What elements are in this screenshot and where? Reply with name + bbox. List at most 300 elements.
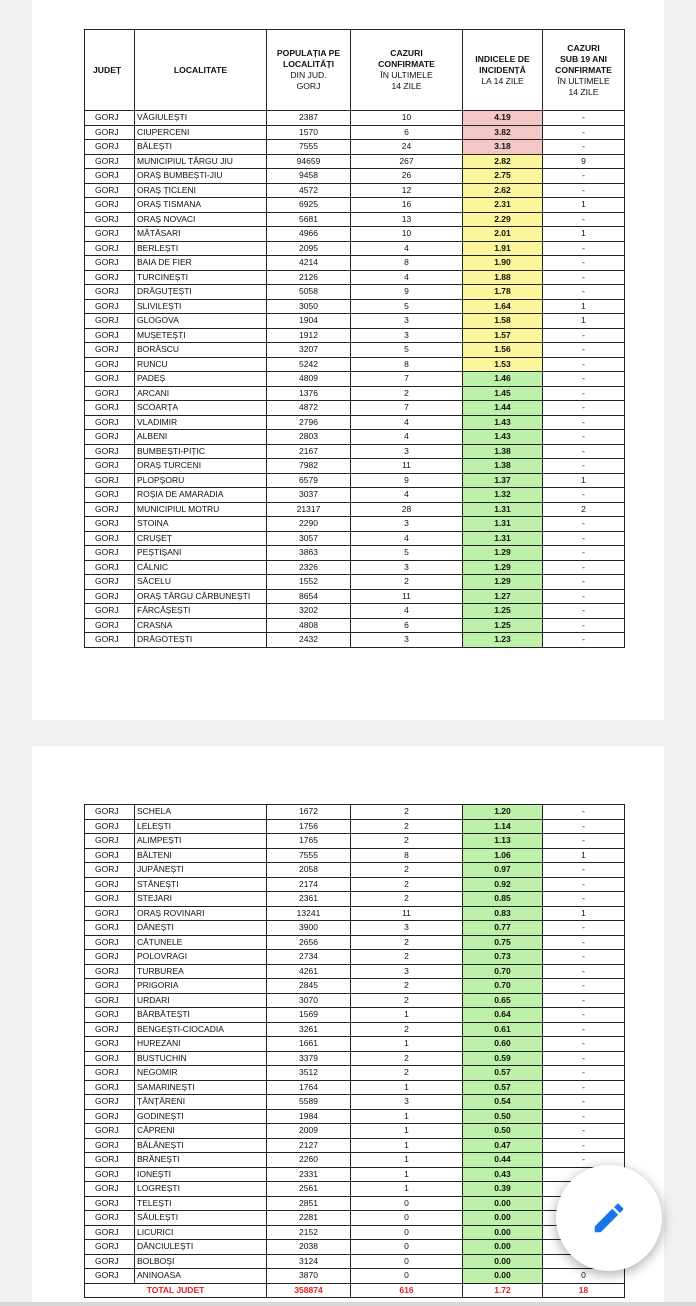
cell-cazuri: 4 [351, 531, 463, 546]
cell-incidenta: 0.39 [463, 1182, 543, 1197]
table-row [85, 618, 625, 633]
cell-populatie: 3202 [267, 604, 351, 619]
table-row [85, 877, 625, 892]
table-row [85, 1211, 625, 1226]
cell-incidenta: 1.31 [463, 517, 543, 532]
cell-cazuri: 3 [351, 444, 463, 459]
cell-localitate: BAIA DE FIER [135, 256, 267, 271]
cell-populatie: 1672 [267, 805, 351, 820]
cell-populatie: 2290 [267, 517, 351, 532]
cell-judet: GORJ [85, 212, 135, 227]
cell-incidenta: 0.57 [463, 1080, 543, 1095]
cell-incidenta: 0.54 [463, 1095, 543, 1110]
cell-cazuri: 11 [351, 589, 463, 604]
cell-judet: GORJ [85, 1080, 135, 1095]
cell-localitate: BĂRBĂTEȘTI [135, 1008, 267, 1023]
cell-localitate: PRIGORIA [135, 979, 267, 994]
cell-sub19: 1 [543, 198, 625, 213]
cell-cazuri: 3 [351, 560, 463, 575]
cell-populatie: 3037 [267, 488, 351, 503]
cell-incidenta: 0.65 [463, 993, 543, 1008]
cell-incidenta: 0.92 [463, 877, 543, 892]
total-label: TOTAL JUDET [85, 1283, 267, 1297]
cell-judet: GORJ [85, 517, 135, 532]
cell-incidenta: 1.90 [463, 256, 543, 271]
pencil-edit-icon [590, 1199, 628, 1237]
cell-sub19: - [543, 1138, 625, 1153]
cell-populatie: 3057 [267, 531, 351, 546]
cell-sub19: - [543, 488, 625, 503]
cell-populatie: 3207 [267, 343, 351, 358]
cell-incidenta: 3.18 [463, 140, 543, 155]
table-row [85, 502, 625, 517]
cell-populatie: 1904 [267, 314, 351, 329]
cell-populatie: 3863 [267, 546, 351, 561]
cell-incidenta: 2.82 [463, 154, 543, 169]
table-row [85, 1196, 625, 1211]
cell-judet: GORJ [85, 993, 135, 1008]
table-row [85, 1109, 625, 1124]
table-row [85, 1269, 625, 1284]
cell-cazuri: 1 [351, 1037, 463, 1052]
cell-cazuri: 13 [351, 212, 463, 227]
table-row [85, 1225, 625, 1240]
cell-judet: GORJ [85, 183, 135, 198]
cell-localitate: ALIMPEȘTI [135, 834, 267, 849]
cell-cazuri: 3 [351, 314, 463, 329]
cell-incidenta: 4.19 [463, 111, 543, 126]
cell-sub19: - [543, 386, 625, 401]
cell-populatie: 2656 [267, 935, 351, 950]
cell-judet: GORJ [85, 935, 135, 950]
cell-populatie: 2803 [267, 430, 351, 445]
cell-incidenta: 0.00 [463, 1196, 543, 1211]
cell-populatie: 2326 [267, 560, 351, 575]
cell-judet: GORJ [85, 270, 135, 285]
cell-localitate: CĂLNIC [135, 560, 267, 575]
cell-localitate: ORAȘ TÂRGU CĂRBUNEȘTI [135, 589, 267, 604]
table-row [85, 125, 625, 140]
table-row [85, 1124, 625, 1139]
table-row [85, 1037, 625, 1052]
cell-sub19: - [543, 877, 625, 892]
cell-localitate: NEGOMIR [135, 1066, 267, 1081]
table-row [85, 285, 625, 300]
cell-incidenta: 1.56 [463, 343, 543, 358]
cell-cazuri: 5 [351, 343, 463, 358]
cell-sub19: - [543, 212, 625, 227]
cell-incidenta: 1.58 [463, 314, 543, 329]
cell-cazuri: 4 [351, 430, 463, 445]
cell-sub19: - [543, 1066, 625, 1081]
cell-sub19: - [543, 430, 625, 445]
cell-sub19: 1 [543, 848, 625, 863]
cell-judet: GORJ [85, 357, 135, 372]
cell-incidenta: 0.00 [463, 1211, 543, 1226]
cell-localitate: ȚÂNȚĂRENI [135, 1095, 267, 1110]
cell-judet: GORJ [85, 372, 135, 387]
cell-cazuri: 4 [351, 415, 463, 430]
cell-localitate: POLOVRAGI [135, 950, 267, 965]
cell-populatie: 5058 [267, 285, 351, 300]
cell-populatie: 5242 [267, 357, 351, 372]
cell-cazuri: 1 [351, 1182, 463, 1197]
table-row [85, 314, 625, 329]
cell-sub19: - [543, 805, 625, 820]
cell-cazuri: 5 [351, 546, 463, 561]
cell-sub19: - [543, 863, 625, 878]
header-populatia: POPULAȚIA PE LOCALITĂȚI DIN JUD. GORJ [267, 30, 351, 111]
cell-judet: GORJ [85, 546, 135, 561]
cell-sub19: - [543, 935, 625, 950]
table-row [85, 805, 625, 820]
cell-populatie: 2152 [267, 1225, 351, 1240]
cell-sub19: - [543, 256, 625, 271]
cell-sub19: 1 [543, 906, 625, 921]
cell-judet: GORJ [85, 863, 135, 878]
cell-localitate: CRUȘEȚ [135, 531, 267, 546]
cell-sub19: - [543, 921, 625, 936]
cell-localitate: ALBENI [135, 430, 267, 445]
cell-localitate: STEJARI [135, 892, 267, 907]
cell-incidenta: 1.27 [463, 589, 543, 604]
table-row [85, 848, 625, 863]
cell-incidenta: 1.13 [463, 834, 543, 849]
cell-sub19: - [543, 328, 625, 343]
cell-incidenta: 1.46 [463, 372, 543, 387]
cell-populatie: 3124 [267, 1254, 351, 1269]
cell-sub19: - [543, 357, 625, 372]
cell-judet: GORJ [85, 140, 135, 155]
cell-judet: GORJ [85, 169, 135, 184]
cell-populatie: 3261 [267, 1022, 351, 1037]
cell-populatie: 2851 [267, 1196, 351, 1211]
cell-sub19: - [543, 169, 625, 184]
cell-localitate: HUREZANI [135, 1037, 267, 1052]
table-row [85, 256, 625, 271]
cell-cazuri: 1 [351, 1080, 463, 1095]
cell-cazuri: 2 [351, 950, 463, 965]
table-row [85, 212, 625, 227]
cell-localitate: ARCANI [135, 386, 267, 401]
cell-populatie: 1984 [267, 1109, 351, 1124]
cell-incidenta: 1.45 [463, 386, 543, 401]
cell-judet: GORJ [85, 299, 135, 314]
cell-sub19: - [543, 993, 625, 1008]
cell-populatie: 1552 [267, 575, 351, 590]
incidence-table-page-1 [84, 29, 625, 648]
table-row [85, 169, 625, 184]
cell-populatie: 2387 [267, 111, 351, 126]
table-row [85, 183, 625, 198]
cell-judet: GORJ [85, 401, 135, 416]
cell-localitate: BOLBOȘI [135, 1254, 267, 1269]
cell-populatie: 4261 [267, 964, 351, 979]
cell-localitate: PLOPȘORU [135, 473, 267, 488]
cell-cazuri: 2 [351, 575, 463, 590]
cell-populatie: 1765 [267, 834, 351, 849]
cell-cazuri: 26 [351, 169, 463, 184]
table-row [85, 386, 625, 401]
cell-incidenta: 1.53 [463, 357, 543, 372]
cell-localitate: PEȘTIȘANI [135, 546, 267, 561]
cell-incidenta: 1.29 [463, 560, 543, 575]
cell-judet: GORJ [85, 877, 135, 892]
cell-localitate: VLADIMIR [135, 415, 267, 430]
cell-cazuri: 1 [351, 1124, 463, 1139]
cell-localitate: MUNICIPIUL MOTRU [135, 502, 267, 517]
cell-incidenta: 1.14 [463, 819, 543, 834]
cell-incidenta: 3.82 [463, 125, 543, 140]
cell-populatie: 2009 [267, 1124, 351, 1139]
cell-incidenta: 0.64 [463, 1008, 543, 1023]
cell-localitate: DĂNEȘTI [135, 921, 267, 936]
document-page-1 [32, 0, 664, 720]
cell-cazuri: 16 [351, 198, 463, 213]
cell-judet: GORJ [85, 921, 135, 936]
table-row [85, 1138, 625, 1153]
cell-localitate: VĂGIULEȘTI [135, 111, 267, 126]
table-row [85, 343, 625, 358]
table-row [85, 906, 625, 921]
cell-cazuri: 8 [351, 256, 463, 271]
cell-judet: GORJ [85, 328, 135, 343]
cell-localitate: BĂLEȘTI [135, 140, 267, 155]
table-row [85, 834, 625, 849]
cell-localitate: STĂNEȘTI [135, 877, 267, 892]
header-judet: JUDEȚ [85, 30, 135, 111]
cell-cazuri: 28 [351, 502, 463, 517]
cell-judet: GORJ [85, 1254, 135, 1269]
cell-incidenta: 0.70 [463, 979, 543, 994]
cell-judet: GORJ [85, 1022, 135, 1037]
cell-populatie: 6579 [267, 473, 351, 488]
cell-cazuri: 2 [351, 979, 463, 994]
cell-judet: GORJ [85, 604, 135, 619]
cell-judet: GORJ [85, 1124, 135, 1139]
table-row [85, 575, 625, 590]
table-row [85, 473, 625, 488]
cell-cazuri: 0 [351, 1196, 463, 1211]
cell-incidenta: 2.75 [463, 169, 543, 184]
cell-populatie: 9458 [267, 169, 351, 184]
cell-populatie: 2561 [267, 1182, 351, 1197]
table-row [85, 1051, 625, 1066]
cell-populatie: 5681 [267, 212, 351, 227]
cell-judet: GORJ [85, 415, 135, 430]
cell-localitate: LELEȘTI [135, 819, 267, 834]
table-row [85, 154, 625, 169]
table-row [85, 546, 625, 561]
cell-localitate: DĂNCIULEȘTI [135, 1240, 267, 1255]
cell-cazuri: 1 [351, 1153, 463, 1168]
cell-cazuri: 3 [351, 921, 463, 936]
cell-sub19: - [543, 964, 625, 979]
cell-sub19: - [543, 1051, 625, 1066]
cell-populatie: 4214 [267, 256, 351, 271]
cell-judet: GORJ [85, 633, 135, 648]
cell-cazuri: 1 [351, 1167, 463, 1182]
cell-localitate: BĂLTENI [135, 848, 267, 863]
table-row [85, 935, 625, 950]
cell-judet: GORJ [85, 1269, 135, 1284]
cell-judet: GORJ [85, 444, 135, 459]
cell-sub19: - [543, 415, 625, 430]
cell-cazuri: 1 [351, 1008, 463, 1023]
cell-localitate: GLOGOVA [135, 314, 267, 329]
cell-incidenta: 0.47 [463, 1138, 543, 1153]
cell-populatie: 2331 [267, 1167, 351, 1182]
cell-incidenta: 2.29 [463, 212, 543, 227]
cell-judet: GORJ [85, 819, 135, 834]
total-cases: 616 [351, 1283, 463, 1297]
cell-populatie: 2281 [267, 1211, 351, 1226]
cell-judet: GORJ [85, 227, 135, 242]
cell-judet: GORJ [85, 1153, 135, 1168]
cell-sub19: - [543, 979, 625, 994]
cell-incidenta: 1.25 [463, 618, 543, 633]
cell-cazuri: 9 [351, 285, 463, 300]
cell-sub19: - [543, 575, 625, 590]
cell-localitate: BĂLĂNEȘTI [135, 1138, 267, 1153]
cell-judet: GORJ [85, 834, 135, 849]
cell-cazuri: 7 [351, 401, 463, 416]
header-localitate: LOCALITATE [135, 30, 267, 111]
cell-sub19: - [543, 560, 625, 575]
cell-localitate: BRĂNEȘTI [135, 1153, 267, 1168]
cell-judet: GORJ [85, 560, 135, 575]
cell-cazuri: 2 [351, 993, 463, 1008]
table-row [85, 415, 625, 430]
cell-sub19: - [543, 285, 625, 300]
cell-populatie: 21317 [267, 502, 351, 517]
table-body-page-2 [85, 805, 625, 1284]
cell-incidenta: 1.20 [463, 805, 543, 820]
cell-localitate: BENGEȘTI-CIOCADIA [135, 1022, 267, 1037]
table-row [85, 1066, 625, 1081]
cell-incidenta: 0.43 [463, 1167, 543, 1182]
table-row [85, 299, 625, 314]
cell-cazuri: 1 [351, 1138, 463, 1153]
cell-sub19: - [543, 372, 625, 387]
cell-populatie: 4572 [267, 183, 351, 198]
cell-incidenta: 1.23 [463, 633, 543, 648]
cell-sub19: - [543, 1095, 625, 1110]
cell-localitate: CĂTUNELE [135, 935, 267, 950]
cell-cazuri: 11 [351, 906, 463, 921]
total-row [85, 1283, 625, 1297]
cell-judet: GORJ [85, 1095, 135, 1110]
cell-cazuri: 2 [351, 892, 463, 907]
cell-incidenta: 1.64 [463, 299, 543, 314]
cell-incidenta: 2.62 [463, 183, 543, 198]
cell-localitate: SCHELA [135, 805, 267, 820]
cell-judet: GORJ [85, 1225, 135, 1240]
table-row [85, 819, 625, 834]
cell-populatie: 4966 [267, 227, 351, 242]
cell-localitate: GODINEȘTI [135, 1109, 267, 1124]
cell-judet: GORJ [85, 1008, 135, 1023]
cell-populatie: 2126 [267, 270, 351, 285]
cell-sub19: - [543, 604, 625, 619]
cell-sub19: - [543, 531, 625, 546]
cell-incidenta: 0.85 [463, 892, 543, 907]
table-row [85, 1240, 625, 1255]
cell-populatie: 2127 [267, 1138, 351, 1153]
cell-populatie: 2432 [267, 633, 351, 648]
table-row [85, 921, 625, 936]
cell-populatie: 4808 [267, 618, 351, 633]
cell-cazuri: 2 [351, 1066, 463, 1081]
header-sub19: CAZURI SUB 19 ANI CONFIRMATE ÎN ULTIMELE 14 ZILE [543, 30, 625, 111]
cell-incidenta: 0.97 [463, 863, 543, 878]
table-row [85, 401, 625, 416]
cell-sub19: - [543, 1022, 625, 1037]
cell-sub19: - [543, 1080, 625, 1095]
cell-judet: GORJ [85, 125, 135, 140]
cell-cazuri: 10 [351, 111, 463, 126]
cell-incidenta: 0.73 [463, 950, 543, 965]
cell-incidenta: 0.44 [463, 1153, 543, 1168]
cell-judet: GORJ [85, 459, 135, 474]
cell-incidenta: 1.25 [463, 604, 543, 619]
cell-incidenta: 1.91 [463, 241, 543, 256]
cell-populatie: 7555 [267, 140, 351, 155]
table-row [85, 560, 625, 575]
cell-populatie: 7555 [267, 848, 351, 863]
cell-incidenta: 1.32 [463, 488, 543, 503]
cell-judet: GORJ [85, 430, 135, 445]
table-header-row [85, 30, 625, 111]
table-row [85, 950, 625, 965]
cell-cazuri: 0 [351, 1254, 463, 1269]
cell-cazuri: 9 [351, 473, 463, 488]
cell-cazuri: 0 [351, 1225, 463, 1240]
cell-localitate: CĂPRENI [135, 1124, 267, 1139]
cell-incidenta: 1.29 [463, 546, 543, 561]
cell-judet: GORJ [85, 1051, 135, 1066]
cell-localitate: MĂTĂSARI [135, 227, 267, 242]
cell-sub19: 1 [543, 227, 625, 242]
cell-localitate: BORĂSCU [135, 343, 267, 358]
cell-populatie: 3379 [267, 1051, 351, 1066]
cell-populatie: 2361 [267, 892, 351, 907]
cell-incidenta: 0.00 [463, 1269, 543, 1284]
cell-populatie: 1756 [267, 819, 351, 834]
cell-judet: GORJ [85, 892, 135, 907]
table-row [85, 488, 625, 503]
cell-sub19: - [543, 1008, 625, 1023]
cell-sub19: - [543, 546, 625, 561]
cell-localitate: LOGREȘTI [135, 1182, 267, 1197]
cell-sub19: - [543, 589, 625, 604]
cell-judet: GORJ [85, 386, 135, 401]
edit-fab-button[interactable] [556, 1165, 662, 1271]
cell-localitate: FĂRCĂȘEȘTI [135, 604, 267, 619]
table-row [85, 444, 625, 459]
cell-incidenta: 1.44 [463, 401, 543, 416]
cell-localitate: PADEȘ [135, 372, 267, 387]
cell-judet: GORJ [85, 531, 135, 546]
table-row [85, 140, 625, 155]
cell-cazuri: 4 [351, 488, 463, 503]
cell-judet: GORJ [85, 575, 135, 590]
cell-sub19: - [543, 618, 625, 633]
cell-judet: GORJ [85, 1211, 135, 1226]
cell-sub19: - [543, 140, 625, 155]
cell-sub19: - [543, 1037, 625, 1052]
cell-sub19: - [543, 459, 625, 474]
